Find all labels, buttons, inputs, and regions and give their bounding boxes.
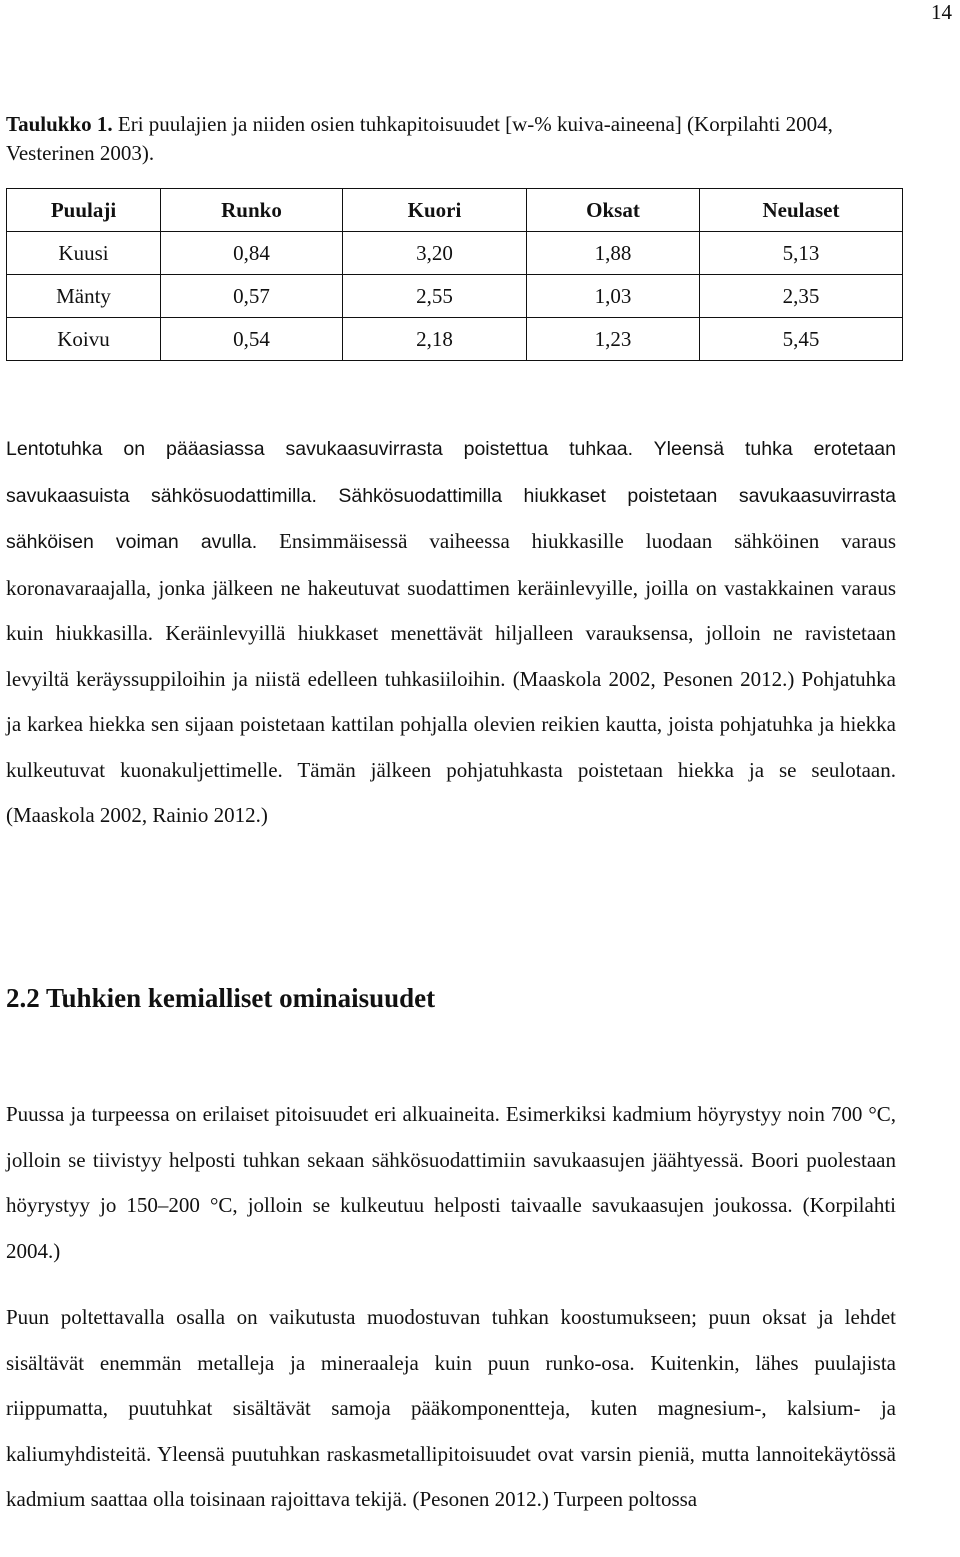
table-header-cell: Neulaset [700, 189, 903, 232]
paragraph-wood-ash: Puun poltettavalla osalla on vaikutusta muodostuvan tuhkan koostumukseen; puun oksat ja lehdet sisältävät enemmän metalleja ja mineraaleja kuin puun runko-osa. Kuitenkin, lähes puulajista riippumatta, puutuhkat sisältävät samoja pääkomponentteja, kuten magnesium-, kalsium- ja kaliumyhdisteitä. Yleensä puutuhkan raskasmetallipitoisuudet ovat varsin pieniä, mutta lannoitekäytössä kadmium saattaa olla toisinaan rajoittava tekijä. (Pesonen 2012.) Turpeen poltossa [6, 1305, 896, 1511]
paragraph-fly-ash-body: Ensimmäisessä vaiheessa hiukkasille luodaan sähköinen varaus koronavaraajalla, jonka jälkeen ne hakeutuvat suodattimen keräinlevyille, joilla on vastakkainen varaus kuin hiukkasilla. Keräinlevyillä hiukkaset menettävät hiljalleen varauksensa, jolloin ne ravistetaan levyiltä keräyssuppiloihin ja niistä edelleen tuhkasiiloihin. (Maaskola 2002, Pesonen 2012.) Pohjatuhka ja karkea hiekka sen sijaan poistetaan kattilan pohjalla olevien reikien kautta, joista pohjatuhka ja hiekka kulkeutuvat kuonakuljettimelle. Tämän jälkeen pohjatuhkasta poistetaan hiekka ja se seulotaan. (Maaskola 2002, Rainio 2012.) [6, 529, 896, 827]
table-cell: Kuusi [7, 232, 161, 275]
table-cell: 2,18 [343, 318, 527, 361]
table-caption-text: Eri puulajien ja niiden osien tuhkapitoisuudet [w-% kuiva-aineena] (Korpilahti 2004, Vesterinen 2003). [6, 112, 833, 165]
table-header-cell: Oksat [527, 189, 700, 232]
table-cell: 2,55 [343, 275, 527, 318]
table-header-cell: Kuori [343, 189, 527, 232]
ash-content-table [6, 188, 903, 361]
page-number: 14 [931, 0, 952, 24]
table-cell: 2,35 [700, 275, 903, 318]
table-cell: 3,20 [343, 232, 527, 275]
paragraph-fly-ash [6, 426, 896, 839]
table-cell: 0,57 [161, 275, 343, 318]
table-cell: 5,13 [700, 232, 903, 275]
table-header-cell: Runko [161, 189, 343, 232]
paragraph-elements: Puussa ja turpeessa on erilaiset pitoisuudet eri alkuaineita. Esimerkiksi kadmium höyrystyy noin 700 °C, jolloin se tiivistyy helposti tuhkan sekaan sähkösuodattimiin savukaasujen jäähtyessä. Boori puolestaan höyrystyy jo 150–200 °C, jolloin se kulkeutuu helposti taivaalle savukaasujen joukossa. (Korpilahti 2004.) [6, 1102, 896, 1263]
table-caption [6, 110, 896, 168]
table-header-cell: Puulaji [7, 189, 161, 232]
table-cell: 1,88 [527, 232, 700, 275]
paragraph-fly-ash-intro: Lentotuhka on pääasiassa savukaasuvirrasta poistettua tuhkaa. Yleensä tuhka erotetaan savukaasuista sähkösuodattimilla. Sähkösuodattimilla hiukkaset poistetaan savukaasuvirrasta sähköisen voiman avulla. [6, 438, 896, 553]
table-row [7, 318, 903, 361]
table-cell: 1,23 [527, 318, 700, 361]
section-heading: 2.2 Tuhkien kemialliset ominaisuudet [6, 983, 436, 1013]
table-cell: 0,84 [161, 232, 343, 275]
table-caption-label: Taulukko 1. [6, 112, 113, 136]
table-row [7, 232, 903, 275]
table-cell: Koivu [7, 318, 161, 361]
table-cell: 1,03 [527, 275, 700, 318]
table-cell: Mänty [7, 275, 161, 318]
table-row [7, 275, 903, 318]
table-cell: 0,54 [161, 318, 343, 361]
table-cell: 5,45 [700, 318, 903, 361]
table-header-row [7, 189, 903, 232]
